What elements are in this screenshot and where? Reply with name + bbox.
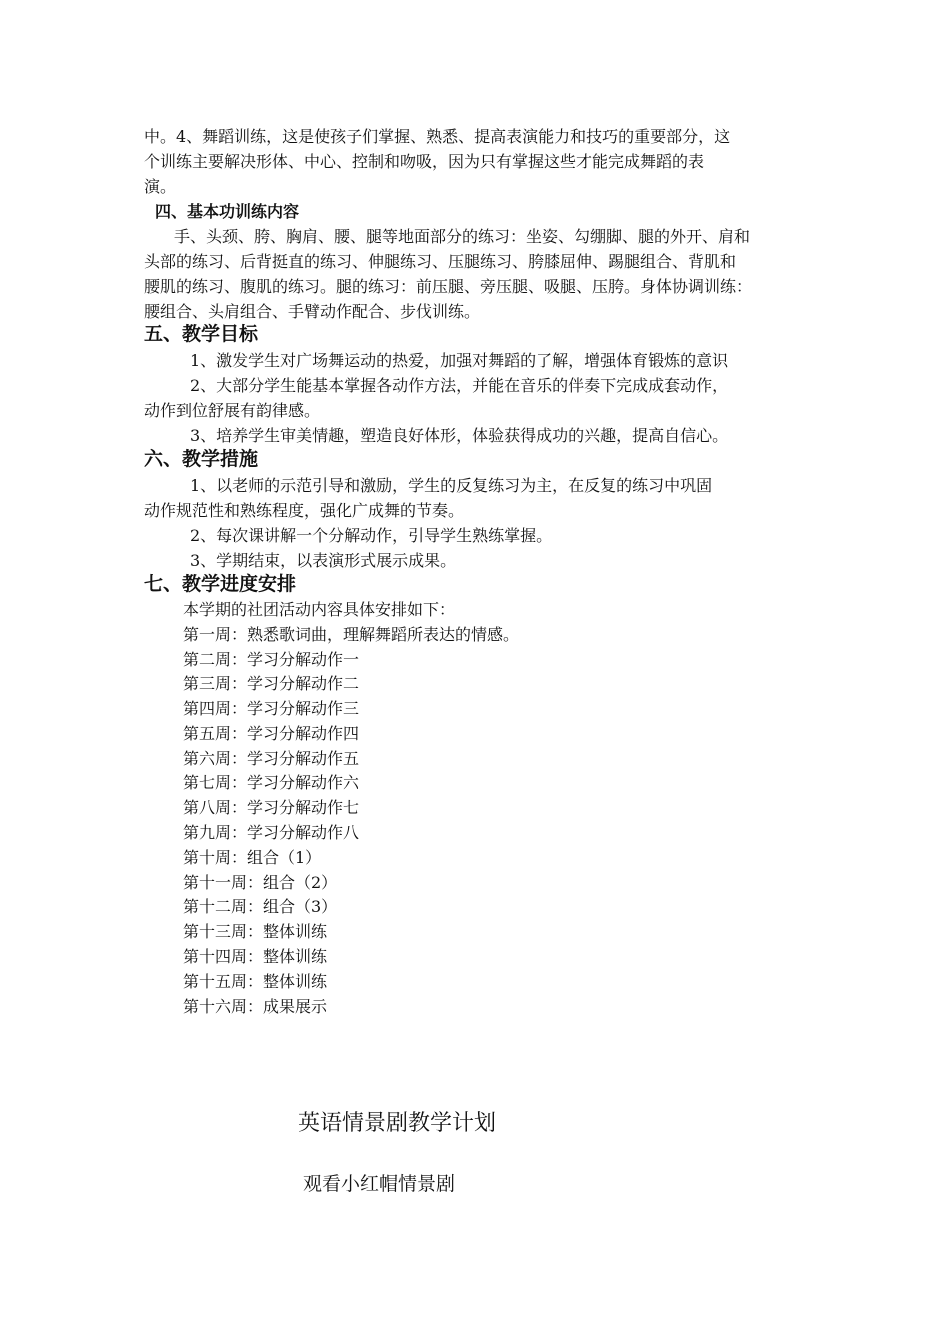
schedule-week: 第十四周：整体训练 xyxy=(183,947,328,966)
schedule-week: 第四周：学习分解动作三 xyxy=(183,699,360,718)
schedule-week: 第十三周：整体训练 xyxy=(183,922,328,941)
next-doc-subtitle: 观看小红帽情景剧 xyxy=(303,1173,456,1195)
section6-line-3: 2、每次课讲解一个分解动作，引导学生熟练掌握。 xyxy=(190,526,553,545)
schedule-week: 第十五周：整体训练 xyxy=(183,972,328,991)
section6-line-1: 1、以老师的示范引导和激励，学生的反复练习为主，在反复的练习中巩固 xyxy=(190,476,713,495)
schedule-week: 第六周：学习分解动作五 xyxy=(183,749,360,768)
schedule-week: 第十一周：组合（2） xyxy=(183,873,338,892)
section6-line-4: 3、学期结束，以表演形式展示成果。 xyxy=(190,551,457,570)
section7-heading: 七、教学进度安排 xyxy=(144,573,297,595)
schedule-week: 第三周：学习分解动作二 xyxy=(183,674,360,693)
next-doc-title: 英语情景剧教学计划 xyxy=(298,1111,497,1136)
section4-heading: 四、基本功训练内容 xyxy=(155,202,300,221)
schedule-week: 第一周：熟悉歌词曲，理解舞蹈所表达的情感。 xyxy=(183,625,520,644)
section4-line-3: 腰肌的练习、腹肌的练习。腿的练习：前压腿、旁压腿、吸腿、压胯。身体协调训练： xyxy=(144,277,753,296)
section5-line-2: 2、大部分学生能基本掌握各动作方法，并能在音乐的伴奏下完成成套动作， xyxy=(190,376,729,395)
section6-line-2: 动作规范性和熟练程度，强化广成舞的节奏。 xyxy=(144,501,465,520)
schedule-week: 第七周：学习分解动作六 xyxy=(183,773,360,792)
section5-line-3: 动作到位舒展有韵律感。 xyxy=(144,401,321,420)
section4-line-2: 头部的练习、后背挺直的练习、伸腿练习、压腿练习、胯膝屈伸、踢腿组合、背肌和 xyxy=(144,252,737,271)
section4-line-1: 手、头颈、胯、胸肩、腰、腿等地面部分的练习：坐姿、勾绷脚、腿的外开、肩和 xyxy=(174,227,751,246)
section5-line-1: 1、激发学生对广场舞运动的热爱，加强对舞蹈的了解，增强体育锻炼的意识 xyxy=(190,351,729,370)
schedule-week: 第八周：学习分解动作七 xyxy=(183,798,360,817)
schedule-week: 第十周：组合（1） xyxy=(183,848,322,867)
schedule-week: 第五周：学习分解动作四 xyxy=(183,724,360,743)
section5-heading: 五、教学目标 xyxy=(144,323,259,345)
schedule-intro: 本学期的社团活动内容具体安排如下： xyxy=(183,600,456,619)
intro-line-3: 演。 xyxy=(144,177,177,196)
schedule-week: 第十二周：组合（3） xyxy=(183,897,338,916)
section5-line-4: 3、培养学生审美情趣，塑造良好体形，体验获得成功的兴趣，提高自信心。 xyxy=(190,426,729,445)
schedule-week: 第九周：学习分解动作八 xyxy=(183,823,360,842)
section6-heading: 六、教学措施 xyxy=(144,448,259,470)
schedule-week: 第二周：学习分解动作一 xyxy=(183,650,360,669)
schedule-week: 第十六周：成果展示 xyxy=(183,997,328,1016)
intro-line-1: 中。4、舞蹈训练，这是使孩子们掌握、熟悉、提高表演能力和技巧的重要部分，这 xyxy=(144,127,731,146)
intro-line-2: 个训练主要解决形体、中心、控制和吻吸，因为只有掌握这些才能完成舞蹈的表 xyxy=(144,152,705,171)
section4-line-4: 腰组合、头肩组合、手臂动作配合、步伐训练。 xyxy=(144,302,481,321)
